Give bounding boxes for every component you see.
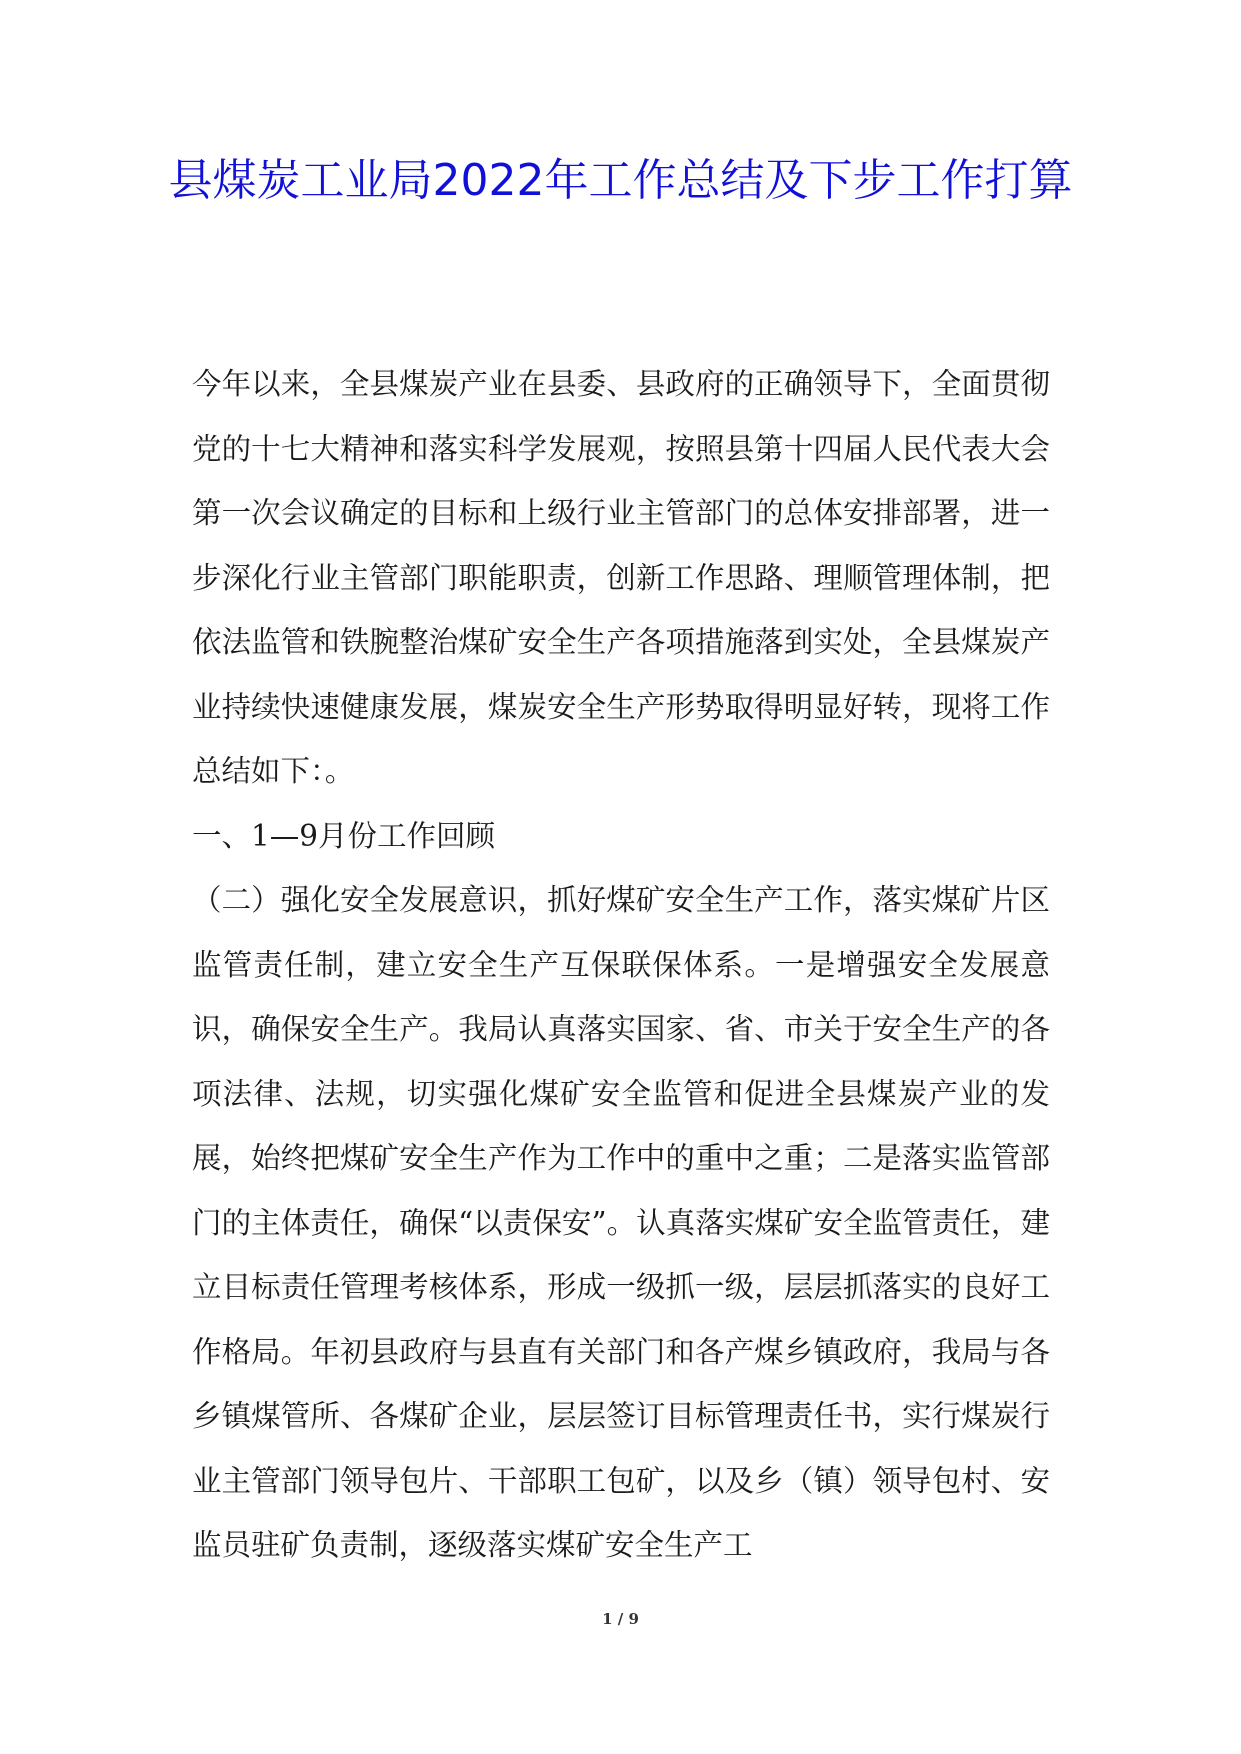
document-title: 县煤炭工业局2022年工作总结及下步工作打算 bbox=[168, 155, 1073, 206]
paragraph-intro: 今年以来，全县煤炭产业在县委、县政府的正确领导下，全面贯彻党的十七大精神和落实科学发展观，按照县第十四届人民代表大会第一次会议确定的目标和上级行业主管部门的总体安排部署，进一步深化行业主管部门职能职责，创新工作思路、理顺管理体制，把依法监管和铁腕整治煤矿安全生产各项措施落到实处，全县煤炭产业持续快速健康发展，煤炭安全生产形势取得明显好转，现将工作总结如下：。 bbox=[192, 367, 1050, 788]
document-body bbox=[192, 352, 1050, 1578]
section-heading: 一、1—9月份工作回顾 bbox=[192, 818, 496, 853]
page-number: 1 / 9 bbox=[602, 1610, 639, 1628]
paragraph-safety: （二）强化安全发展意识，抓好煤矿安全生产工作，落实煤矿片区监管责任制，建立安全生产互保联保体系。一是增强安全发展意识，确保安全生产。我局认真落实国家、省、市关于安全生产的各项法律、法规，切实强化煤矿安全监管和促进全县煤炭产业的发展，始终把煤矿安全生产作为工作中的重中之重；二是落实监管部门的主体责任，确保“以责保安”。认真落实煤矿安全监管责任，建立目标责任管理考核体系，形成一级抓一级，层层抓落实的良好工作格局。年初县政府与县直有关部门和各产煤乡镇政府，我局与各乡镇煤管所、各煤矿企业，层层签订目标管理责任书，实行煤炭行业主管部门领导包片、干部职工包矿，以及乡（镇）领导包村、安监员驻矿负责制，逐级落实煤矿安全生产工 bbox=[192, 883, 1050, 1562]
